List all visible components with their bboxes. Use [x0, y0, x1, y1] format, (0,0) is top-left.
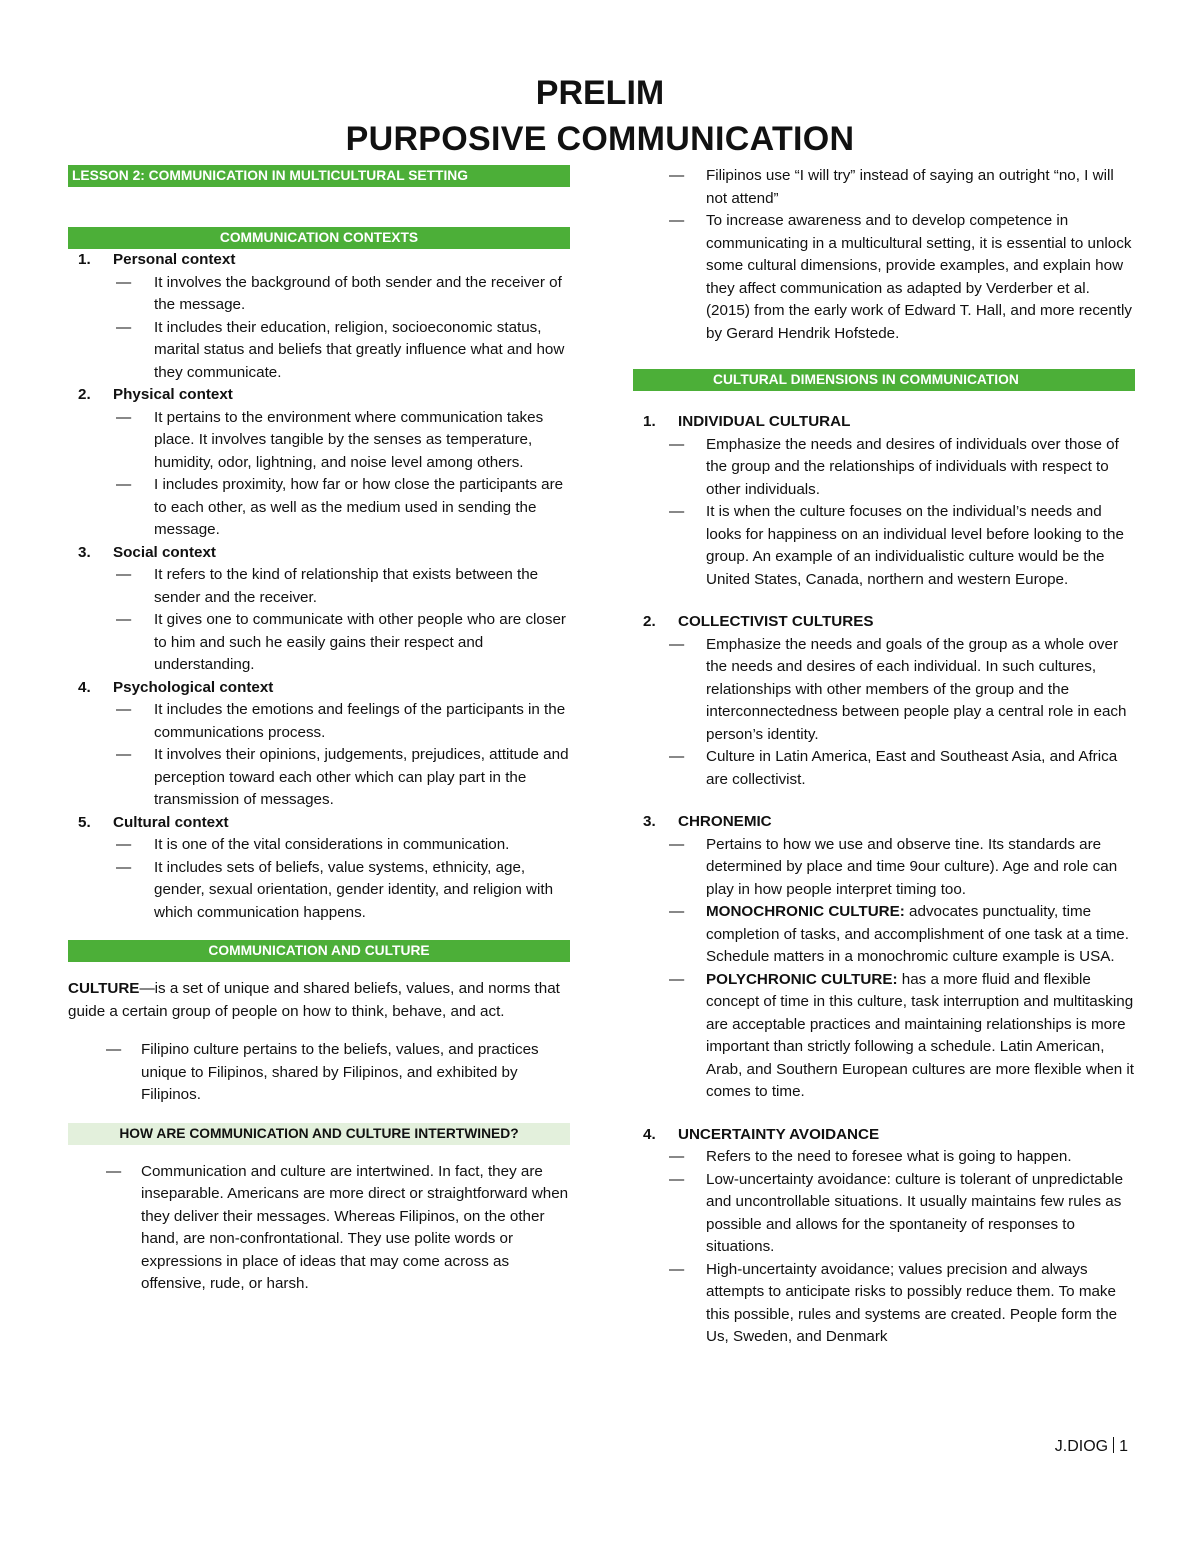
context-point: — It refers to the kind of relationship that exists between the sender and the receiver.	[68, 564, 570, 609]
context-item	[68, 384, 570, 542]
context-title: Cultural context	[113, 813, 229, 831]
dimension-title: CHRONEMIC	[678, 813, 772, 830]
filipino-culture-point: — Filipino culture pertains to the beliefs, values, and practices unique to Filipinos, shared by Filipinos, and exhibited by Filipinos.	[68, 1039, 570, 1107]
dimension-number: 4.	[643, 1125, 656, 1143]
context-title: Social context	[113, 543, 216, 561]
intertwined-heading: HOW ARE COMMUNICATION AND CULTURE INTERTWINED?	[68, 1123, 570, 1145]
dimension-item	[633, 1124, 1135, 1349]
context-item	[68, 812, 570, 925]
context-number: 4.	[78, 678, 91, 696]
culture-term: CULTURE	[68, 980, 140, 997]
intertwined-point: — Communication and culture are intertwined. In fact, they are inseparable. Americans are more direct or straightforward when they deliver their messages. Whereas Filipinos, on the other hand, are non-confrontational. They use polite words or expressions in place of ideas that may come across as offensive, rude, or harsh.	[68, 1161, 570, 1296]
dimension-point: — Culture in Latin America, East and Southeast Asia, and Africa are collectivist.	[633, 746, 1135, 791]
context-number: 5.	[78, 813, 91, 831]
context-title: Personal context	[113, 251, 236, 268]
lesson-heading: LESSON 2: COMMUNICATION IN MULTICULTURAL SETTING	[68, 165, 570, 187]
polychronic-label: POLYCHRONIC CULTURE:	[706, 970, 898, 988]
monochronic-text: advocates punctuality, time completion of tasks, and accomplishment of one task at a time. Schedule matters in a monochromic culture example is USA.	[706, 903, 1129, 965]
dimension-item	[633, 611, 1135, 791]
dimension-point: — High-uncertainty avoidance; values precision and always attempts to anticipate risks to possibly reduce them. To make this possible, rules and systems are created. People form the Us, Sweden, and Denmark	[633, 1259, 1135, 1349]
intro-point: — To increase awareness and to develop competence in communicating in a multicultural setting, it is essential to unlock some cultural dimensions, provide examples, and explain how they affect communication as adapted by Verderber et al. (2015) from the early work of Edward T. Hall, and more recently by Gerard Hendrik Hofstede.	[633, 210, 1135, 345]
left-column	[68, 165, 570, 1296]
context-point: — It is one of the vital considerations in communication.	[68, 834, 570, 857]
context-point: — It gives one to communicate with other people who are closer to him and such he easily gains their respect and understanding.	[68, 609, 570, 677]
context-title: Psychological context	[113, 678, 274, 696]
dimension-point: — Low-uncertainty avoidance: culture is tolerant of unpredictable and uncontrollable situations. It usually maintains few rules as possible and allows for the spontaneity of responses to situations.	[633, 1169, 1135, 1259]
dimension-point: — Emphasize the needs and goals of the group as a whole over the needs and desires of each individual. In such cultures, relationships with other members of the group and the interconnectedness between people play a central role in each person’s identity.	[633, 634, 1135, 747]
dimension-point: — Emphasize the needs and desires of individuals over those of the group and the relationships of individuals with respect to other individuals.	[633, 434, 1135, 502]
context-point: — It includes their education, religion, socioeconomic status, marital status and beliefs that greatly influence what and how they communicate.	[68, 317, 570, 385]
footer-separator	[1113, 1437, 1114, 1453]
page-number: 1	[1119, 1438, 1128, 1455]
context-item	[68, 542, 570, 677]
document-title: PRELIM	[535, 74, 665, 112]
context-number: 1.	[78, 251, 91, 268]
dimension-title: UNCERTAINTY AVOIDANCE	[678, 1125, 880, 1143]
dimension-point: — It is when the culture focuses on the individual’s needs and looks for happiness on an individual level before looking to the group. An example of an individualistic culture would be the United States, Canada, northern and western Europe.	[633, 501, 1135, 591]
context-point: — I includes proximity, how far or how close the participants are to each other, as well as the medium used in sending the message.	[68, 474, 570, 542]
context-point: — It includes sets of beliefs, value systems, ethnicity, age, gender, sexual orientation, gender identity, and religion with which communication happens.	[68, 857, 570, 925]
footer-author: J.DIOG	[1054, 1438, 1109, 1455]
dimension-number: 1.	[643, 413, 656, 430]
monochronic-point	[633, 901, 1135, 969]
context-point: — It involves the background of both sender and the receiver of the message.	[68, 272, 570, 317]
polychronic-text: has a more fluid and flexible concept of time in this culture, task interruption and multitasking are acceptable practices and maintaining relationships is more important than strictly following a schedule. Latin American, Arab, and Southern European cultures are more flexible when it comes to time.	[706, 970, 1135, 1100]
context-point: — It pertains to the environment where communication takes place. It involves tangible by the senses as temperature, humidity, odor, lightning, and noise level among others.	[68, 407, 570, 475]
document-subtitle: PURPOSIVE COMMUNICATION	[345, 120, 855, 158]
dimension-item	[633, 411, 1135, 591]
culture-definition	[68, 978, 570, 1023]
dimension-title: COLLECTIVIST CULTURES	[678, 613, 874, 630]
context-item	[68, 677, 570, 812]
context-item	[68, 249, 570, 384]
polychronic-point	[633, 969, 1135, 1104]
culture-definition-text: —is a set of unique and shared beliefs, values, and norms that guide a certain group of people on how to think, behave, and act.	[68, 980, 560, 1020]
context-point: — It includes the emotions and feelings of the participants in the communications process.	[68, 699, 570, 744]
context-number: 3.	[78, 543, 91, 561]
context-point: — It involves their opinions, judgements, prejudices, attitude and perception toward each other which can play part in the transmission of messages.	[68, 744, 570, 812]
page-footer	[1055, 1437, 1128, 1456]
cultural-dimensions-heading: CULTURAL DIMENSIONS IN COMMUNICATION	[633, 369, 1135, 391]
monochronic-label: MONOCHRONIC CULTURE:	[706, 903, 905, 920]
communication-culture-heading: COMMUNICATION AND CULTURE	[68, 940, 570, 962]
communication-contexts-heading: COMMUNICATION CONTEXTS	[68, 227, 570, 249]
dimension-point: — Pertains to how we use and observe tine. Its standards are determined by place and time 9our culture). Age and role can play in how people interpret timing too.	[633, 834, 1135, 902]
dimension-item	[633, 811, 1135, 1104]
context-number: 2.	[78, 386, 91, 403]
intro-point: — Filipinos use “I will try” instead of saying an outright “no, I will not attend”	[633, 165, 1135, 210]
right-column	[633, 165, 1135, 1349]
dimension-number: 2.	[643, 613, 656, 630]
dimension-title: INDIVIDUAL CULTURAL	[678, 413, 851, 430]
dimension-point: — Refers to the need to foresee what is going to happen.	[633, 1146, 1135, 1169]
dimension-number: 3.	[643, 813, 656, 830]
context-title: Physical context	[113, 386, 233, 403]
